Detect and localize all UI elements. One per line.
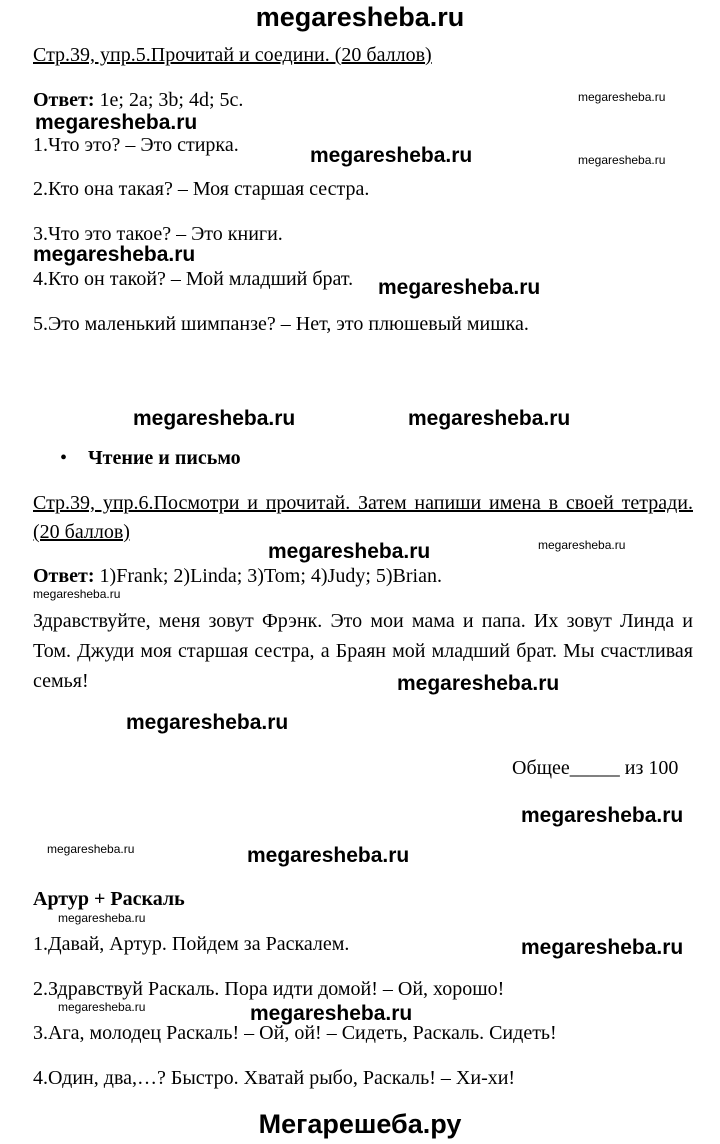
exercise-5-heading: Стр.39, упр.5.Прочитай и соедини. (20 баллов) [33,44,432,66]
story-line-1: 1.Давай, Артур. Пойдем за Раскалем. [33,933,350,955]
watermark: megaresheba.ru [133,407,296,430]
watermark: megaresheba.ru [521,936,684,959]
exercise-6-heading: Стр.39, упр.6.Посмотри и прочитай. Затем напиши имена в своей тетради. (20 баллов) [33,492,693,543]
watermark: megaresheba.ru [126,711,289,734]
watermark-small: megaresheba.ru [578,90,666,104]
watermark: megaresheba.ru [35,111,198,134]
dialog-line-2: 2.Кто она такая? – Моя старшая сестра. [33,178,370,200]
watermark: megaresheba.ru [521,804,684,827]
answer-value: 1e; 2a; 3b; 4d; 5c. [94,89,244,111]
site-footer: Мегарешеба.ру [258,1109,462,1139]
answer-value: 1)Frank; 2)Linda; 3)Tom; 4)Judy; 5)Brian. [94,565,442,587]
dialog-line-4: 4.Кто он такой? – Мой младший брат. [33,268,354,290]
watermark: megaresheba.ru [310,144,473,167]
dialog-line-5: 5.Это маленький шимпанзе? – Нет, это плюшевый мишка. [33,313,529,335]
story-line-3: 3.Ага, молодец Раскаль! – Ой, ой! – Сидеть, Раскаль. Сидеть! [33,1022,557,1044]
story-line-2: 2.Здравствуй Раскаль. Пора идти домой! – Ой, хорошо! [33,978,505,1000]
exercise-6-paragraph: Здравствуйте, меня зовут Фрэнк. Это мои мама и папа. Их зовут Линда и Том. Джуди моя старшая сестра, а Браян мой младший брат. Мы счастливая семья! [33,610,693,692]
answer-label: Ответ: [33,89,95,111]
watermark-small: megaresheba.ru [33,587,121,601]
watermark-small: megaresheba.ru [538,538,626,552]
dialog-line-1: 1.Что это? – Это стирка. [33,134,239,156]
exercise-5-answer [33,89,243,112]
watermark-small: megaresheba.ru [47,842,135,856]
answer-label: Ответ: [33,565,95,587]
story-line-4: 4.Один, два,…? Быстро. Хватай рыбо, Раскаль! – Хи-хи! [33,1067,516,1089]
story-title: Артур + Раскаль [33,888,185,910]
watermark: megaresheba.ru [408,407,571,430]
total-score: Общее_____ из 100 [512,757,679,779]
watermark-small: megaresheba.ru [578,153,666,167]
watermark-small: megaresheba.ru [58,1000,146,1014]
watermark-small: megaresheba.ru [58,911,146,925]
bullet-icon: • [60,447,68,469]
watermark: megaresheba.ru [247,844,410,867]
dialog-line-3: 3.Что это такое? – Это книги. [33,223,283,245]
watermark: megaresheba.ru [378,276,541,299]
watermark: megaresheba.ru [250,1002,413,1025]
watermark: megaresheba.ru [397,672,560,695]
site-header: megaresheba.ru [255,2,465,32]
subsection-title: Чтение и письмо [88,447,241,469]
watermark: megaresheba.ru [268,540,431,563]
exercise-6-answer [33,565,442,588]
watermark: megaresheba.ru [33,243,196,266]
